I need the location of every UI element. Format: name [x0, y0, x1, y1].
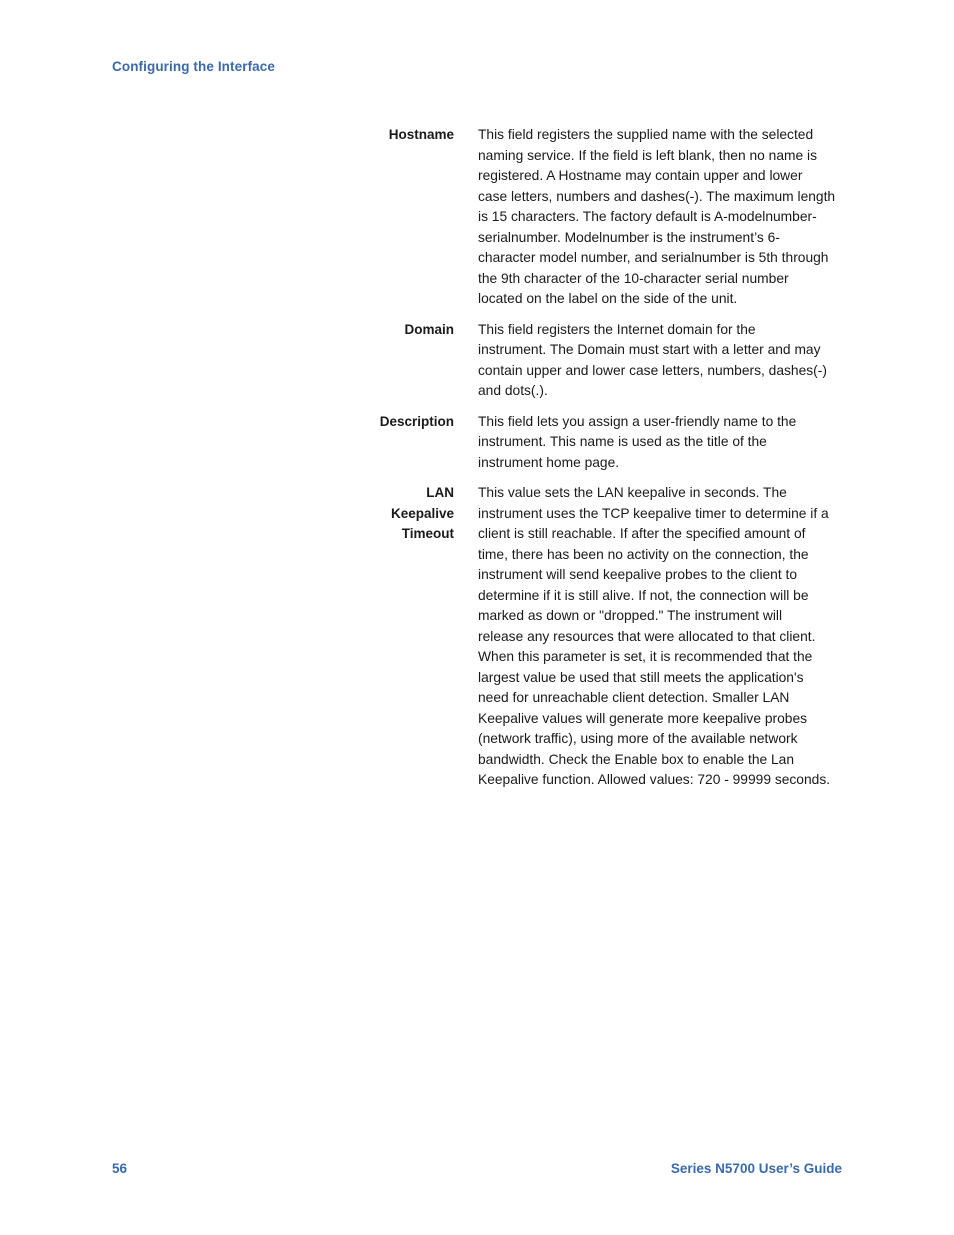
term-line: Keepalive: [390, 505, 454, 521]
definition-description-field: [300, 412, 845, 474]
description-line: largest value be used that still meets the application's: [478, 669, 804, 685]
description-line: client is still reachable. If after the specified amount of: [478, 526, 806, 541]
description-line: This field lets you assign a user-friendly name to the: [478, 413, 797, 429]
description-line: instrument. The Domain must start with a letter and may: [478, 342, 821, 357]
definition-term: [300, 320, 454, 402]
term-line: Hostname: [388, 127, 454, 142]
description-line: is 15 characters. The factory default is A-modelnumber-: [478, 209, 817, 224]
description-line: (network traffic), using more of the available network: [478, 731, 798, 746]
description-line: This field registers the supplied name with the selected: [478, 127, 814, 142]
description-line: bandwidth. Check the Enable box to enable the Lan: [478, 751, 795, 767]
description-line: the 9th character of the 10-character serial number: [478, 270, 789, 286]
description-line: marked as down or "dropped." The instrument will: [478, 608, 783, 623]
term-line: LAN: [426, 485, 454, 500]
definition-description: [478, 320, 838, 402]
definition-lan-keepalive-timeout: [300, 483, 845, 791]
description-line: This value sets the LAN keepalive in seconds. The: [478, 485, 787, 500]
description-line: need for unreachable client detection. Smaller LAN: [478, 690, 790, 705]
description-line: instrument will send keepalive probes to the client to: [478, 567, 798, 582]
definition-description: [478, 412, 838, 474]
description-line: registered. A Hostname may contain upper and lower: [478, 168, 803, 183]
description-line: Keepalive values will generate more keepalive probes: [478, 710, 808, 726]
description-line: This field registers the Internet domain for the: [478, 321, 756, 337]
description-line: naming service. If the field is left blank, then no name is: [478, 147, 817, 163]
description-line: When this parameter is set, it is recommended that the: [478, 649, 813, 664]
description-line: contain upper and lower case letters, numbers, dashes(-): [478, 362, 827, 378]
running-header-section-title: Configuring the Interface: [112, 59, 276, 74]
description-line: character model number, and serialnumber is 5th through: [478, 250, 829, 265]
description-line: instrument. This name is used as the title of the: [478, 434, 767, 449]
term-line: Description: [379, 413, 454, 429]
definition-term: [300, 412, 454, 474]
definition-hostname: [300, 125, 845, 310]
definition-list: [300, 125, 845, 801]
description-line: case letters, numbers and dashes(-). The maximum length: [478, 188, 836, 204]
definition-domain: [300, 320, 845, 402]
footer-guide-title: Series N5700 User’s Guide: [670, 1161, 842, 1176]
description-line: located on the label on the side of the unit.: [478, 291, 738, 306]
footer-page-number: 56: [112, 1161, 128, 1176]
description-line: instrument uses the TCP keepalive timer to determine if a: [478, 505, 829, 521]
definition-description: [478, 483, 838, 791]
description-line: time, there has been no activity on the connection, the: [478, 546, 809, 562]
definition-term: [300, 483, 454, 791]
description-line: serialnumber. Modelnumber is the instrument’s 6-: [478, 229, 780, 245]
description-line: determine if it is still alive. If not, the connection will be: [478, 587, 809, 603]
description-line: release any resources that were allocated to that client.: [478, 628, 816, 644]
definition-description: [478, 125, 838, 310]
description-line: instrument home page.: [478, 454, 620, 470]
description-line: and dots(.).: [478, 383, 548, 398]
definition-term: [300, 125, 454, 310]
term-line: Timeout: [401, 526, 454, 541]
description-line: Keepalive function. Allowed values: 720 - 99999 seconds.: [478, 772, 831, 787]
term-line: Domain: [404, 321, 454, 337]
